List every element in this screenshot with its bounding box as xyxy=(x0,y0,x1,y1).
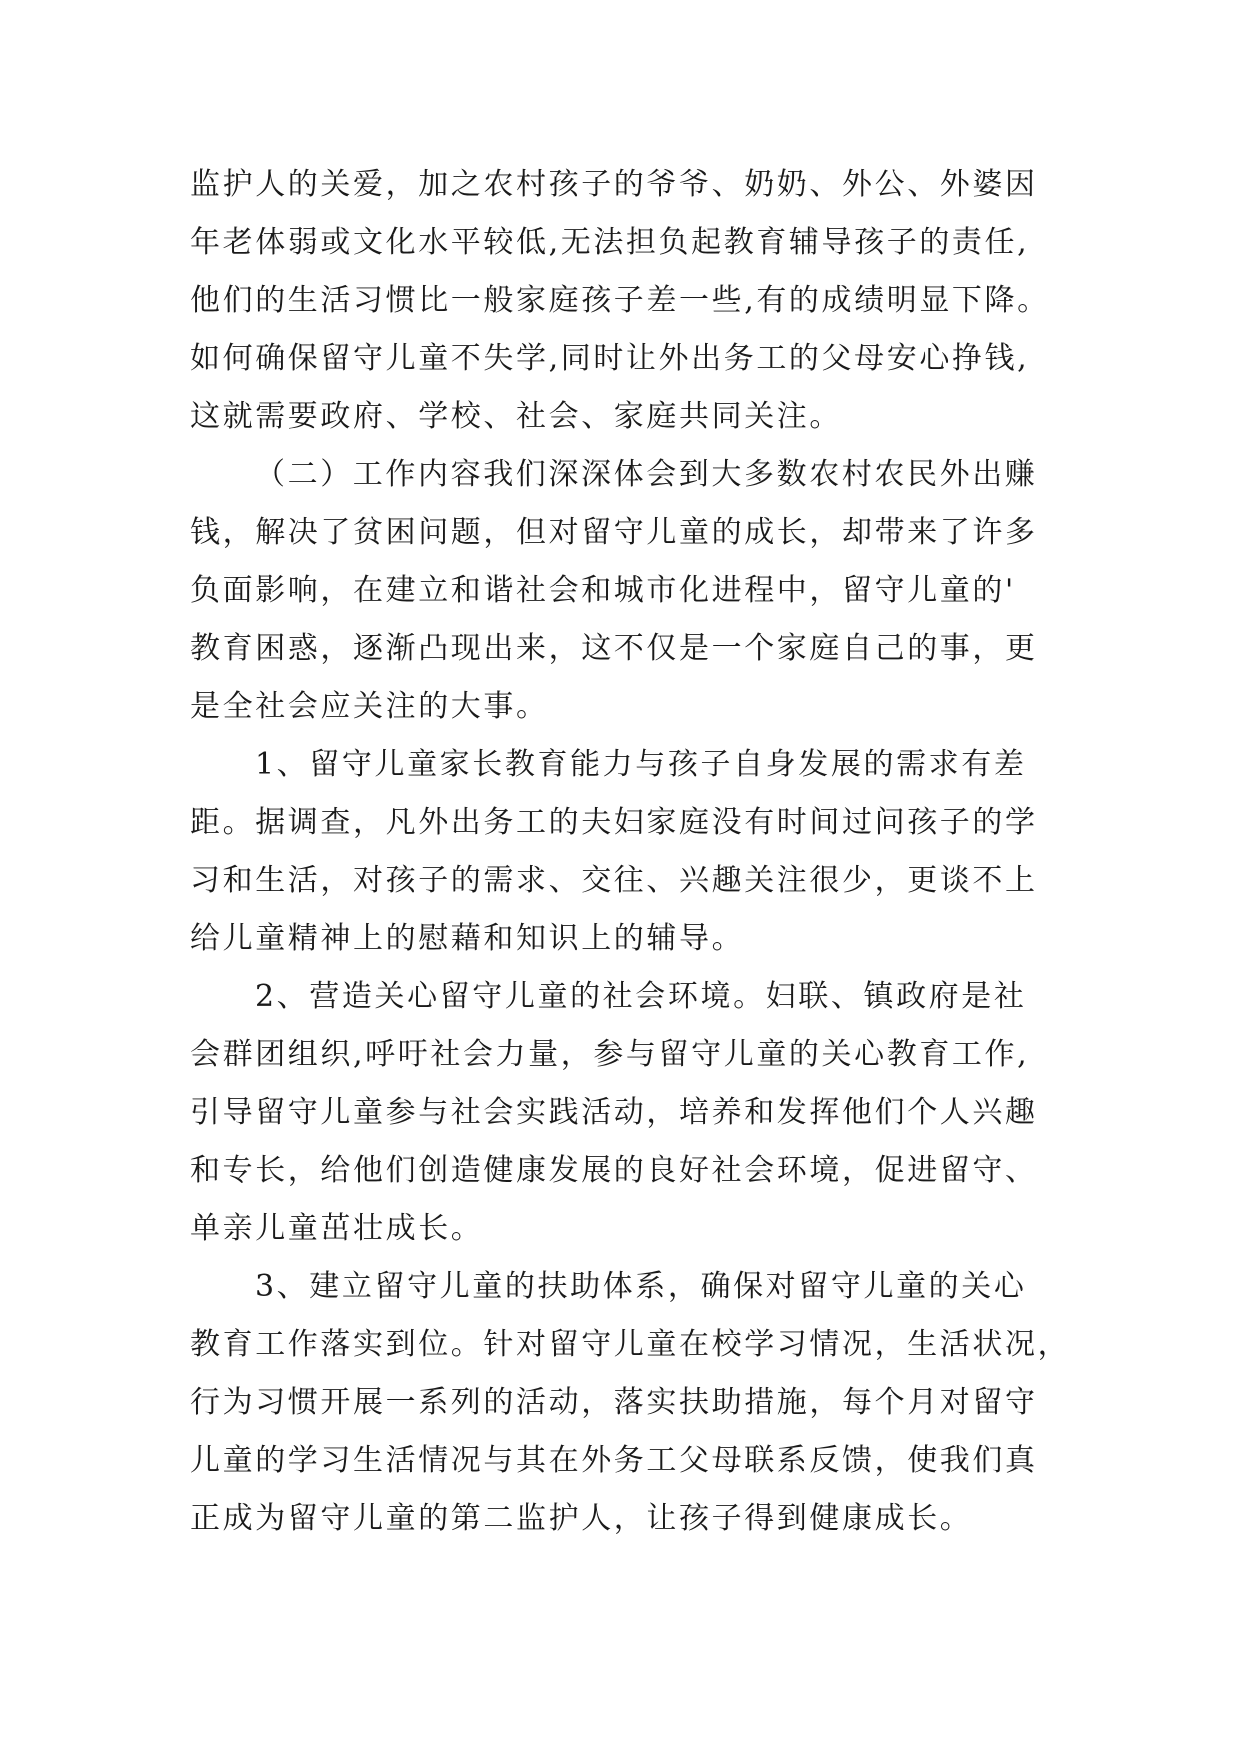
text-line: 监护人的关爱，加之农村孩子的爷爷、奶奶、外公、外婆因 xyxy=(190,167,1038,202)
numbered-item-3-line: 3、建立留守儿童的扶助体系，确保对留守儿童的关心 xyxy=(255,1269,1027,1304)
numbered-item-1-line: 1、留守儿童家长教育能力与孩子自身发展的需求有差 xyxy=(255,747,1027,782)
text-line: 给儿童精神上的慰藉和知识上的辅导。 xyxy=(190,921,745,956)
text-line: 是全社会应关注的大事。 xyxy=(190,689,549,724)
text-line: 单亲儿童茁壮成长。 xyxy=(190,1211,484,1246)
text-line: 负面影响，在建立和谐社会和城市化进程中，留守儿童的' xyxy=(190,573,1016,608)
text-line: 他们的生活习惯比一般家庭孩子差一些,有的成绩明显下降。 xyxy=(190,283,1050,318)
text-line: 会群团组织,呼吁社会力量，参与留守儿童的关心教育工作, xyxy=(190,1037,1030,1072)
text-line: 行为习惯开展一系列的活动，落实扶助措施，每个月对留守 xyxy=(190,1385,1038,1420)
section-heading-line: （二）工作内容我们深深体会到大多数农村农民外出赚 xyxy=(255,457,1038,492)
text-line: 钱，解决了贫困问题，但对留守儿童的成长，却带来了许多 xyxy=(190,515,1038,550)
text-line: 年老体弱或文化水平较低,无法担负起教育辅导孩子的责任, xyxy=(190,225,1030,260)
text-line: 正成为留守儿童的第二监护人，让孩子得到健康成长。 xyxy=(190,1501,973,1536)
text-line: 儿童的学习生活情况与其在外务工父母联系反馈，使我们真 xyxy=(190,1443,1038,1478)
numbered-item-2-line: 2、营造关心留守儿童的社会环境。妇联、镇政府是社 xyxy=(255,979,1027,1014)
text-line: 引导留守儿童参与社会实践活动，培养和发挥他们个人兴趣 xyxy=(190,1095,1038,1130)
text-line: 距。据调查，凡外出务工的夫妇家庭没有时间过问孩子的学 xyxy=(190,805,1038,840)
text-line: 教育困惑，逐渐凸现出来，这不仅是一个家庭自己的事，更 xyxy=(190,631,1038,666)
text-line: 教育工作落实到位。针对留守儿童在校学习情况，生活状况， xyxy=(190,1327,1071,1362)
text-line: 这就需要政府、学校、社会、家庭共同关注。 xyxy=(190,399,842,434)
text-line: 习和生活，对孩子的需求、交往、兴趣关注很少，更谈不上 xyxy=(190,863,1038,898)
text-line: 和专长，给他们创造健康发展的良好社会环境，促进留守、 xyxy=(190,1153,1038,1188)
text-line: 如何确保留守儿童不失学,同时让外出务工的父母安心挣钱, xyxy=(190,341,1030,376)
